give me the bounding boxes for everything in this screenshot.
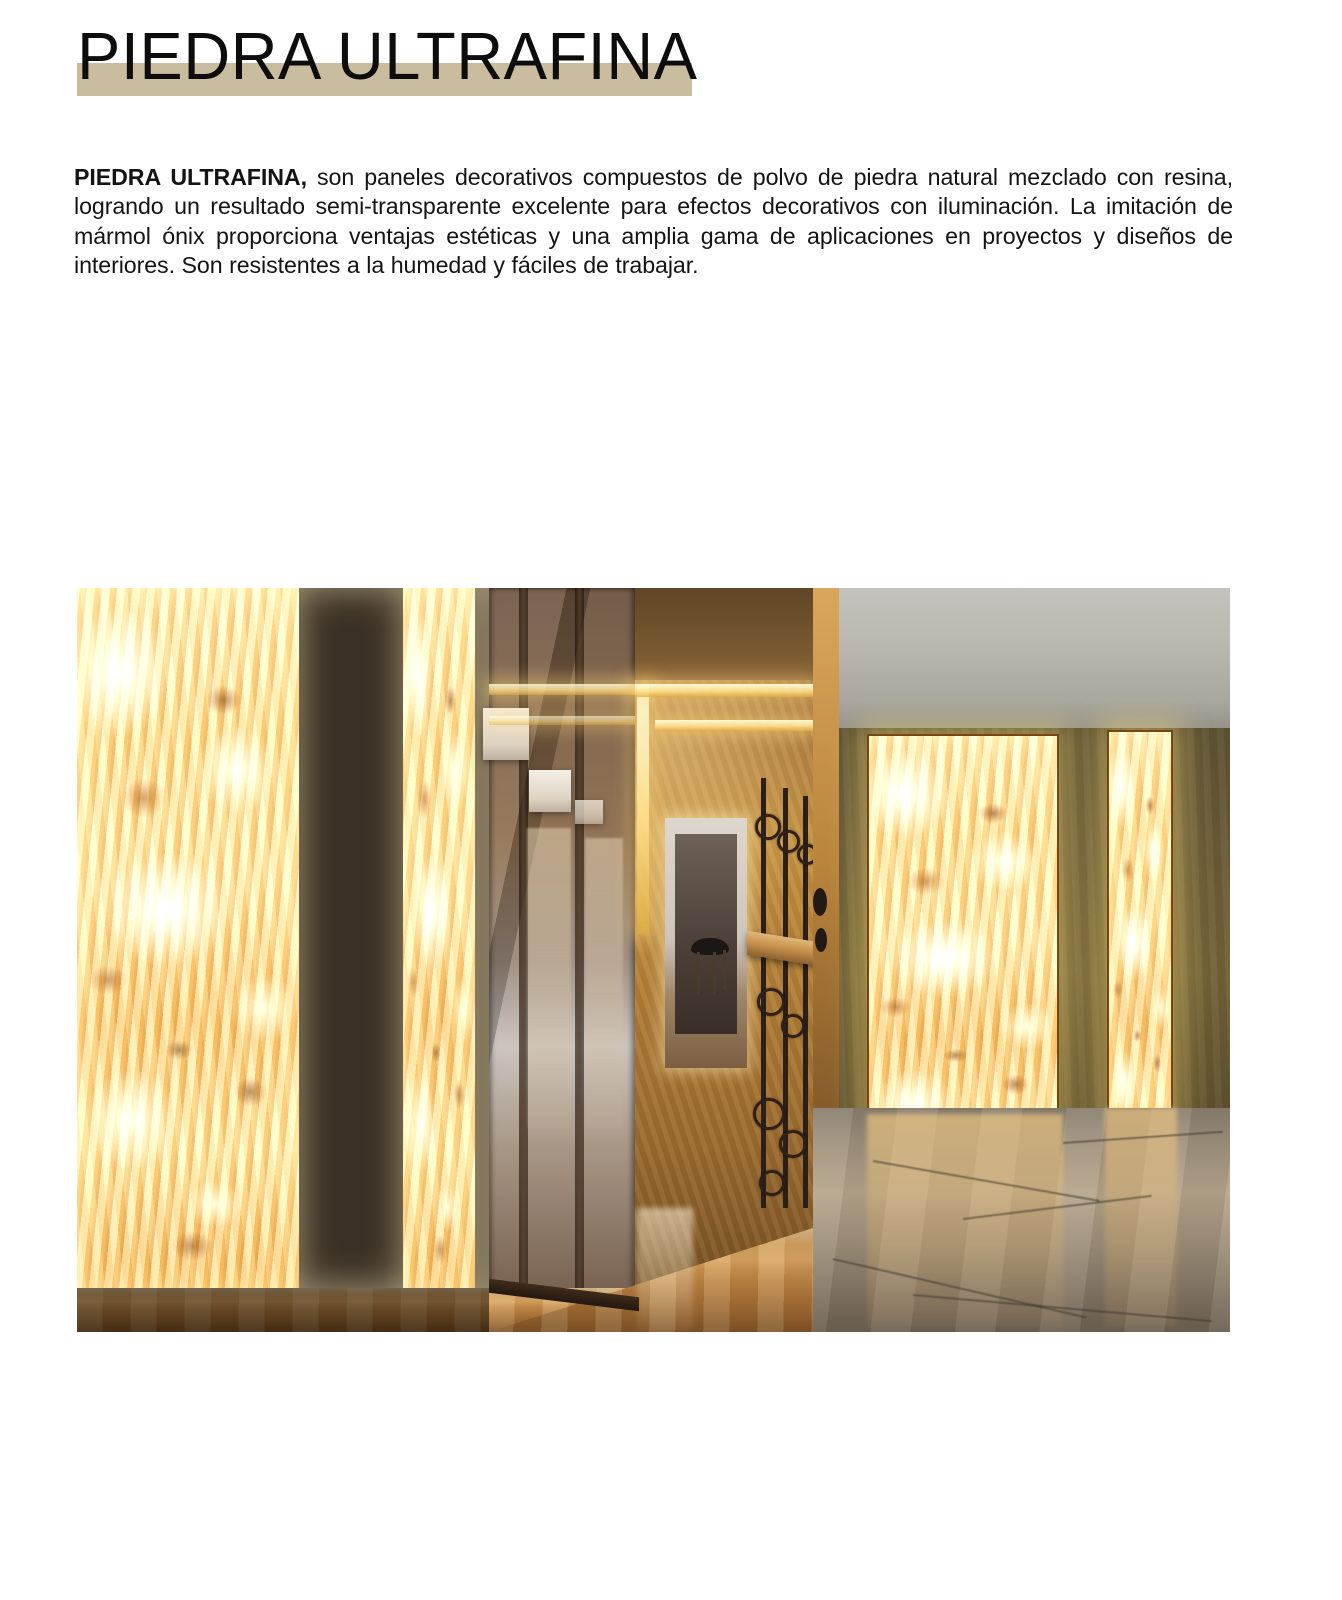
iron-fragment: [813, 888, 827, 916]
product-photo-montage: [77, 588, 1230, 1332]
wall-sconce-reflection: [575, 800, 603, 824]
stool-leg: [697, 952, 700, 994]
panel-reflection: [1105, 1108, 1177, 1328]
gallery-floor: [813, 1108, 1230, 1332]
photo-pane-corridor: [77, 588, 813, 1332]
mullion: [575, 588, 584, 1304]
cove-light-vertical: [637, 684, 649, 934]
page-title-block: [77, 18, 1257, 100]
floor-sheen: [637, 1208, 693, 1332]
cove-light-horizontal: [655, 720, 813, 731]
cove-light-horizontal: [635, 684, 813, 697]
mirror-reflection: [527, 828, 571, 1128]
gallery-edge-strip: [813, 588, 839, 1148]
cove-light-reflection: [489, 684, 635, 695]
stool-leg: [713, 952, 716, 994]
wall-reveal: [475, 588, 489, 1296]
plaster-column: [299, 588, 403, 1288]
intro-text: son paneles decorativos compuestos de polvo de piedra natural mezclado con resina, logrando un resultado semi-transparente excelente para efectos decorativos con iluminación. La imitación de mármol ónix proporciona ventajas estéticas y una amplia gama de aplicaciones en proyectos y diseños de interiores. Son resistentes a la humedad y fáciles de trabajar.: [74, 164, 1233, 279]
corridor-floor-near: [77, 1288, 489, 1332]
gallery-ceiling: [813, 588, 1230, 740]
page-title: PIEDRA ULTRAFINA: [77, 19, 698, 94]
cove-light-reflection: [489, 716, 635, 725]
mirror-reflection: [585, 838, 623, 1128]
intro-paragraph: [74, 163, 1233, 280]
onyx-panel-narrow: [403, 588, 475, 1292]
mirrored-glass-partition: [489, 588, 635, 1304]
stool-leg: [723, 950, 726, 990]
iron-fragment: [815, 928, 827, 952]
inner-room: [675, 834, 737, 1034]
photo-pane-gallery: [813, 588, 1230, 1332]
intro-lead: PIEDRA ULTRAFINA,: [74, 164, 307, 191]
wrought-iron-railing: [753, 778, 813, 1218]
wall-sconce-reflection: [529, 770, 571, 812]
corridor-ceiling: [635, 588, 813, 680]
panel-reflection: [867, 1114, 1063, 1328]
onyx-panel-large: [77, 588, 299, 1288]
